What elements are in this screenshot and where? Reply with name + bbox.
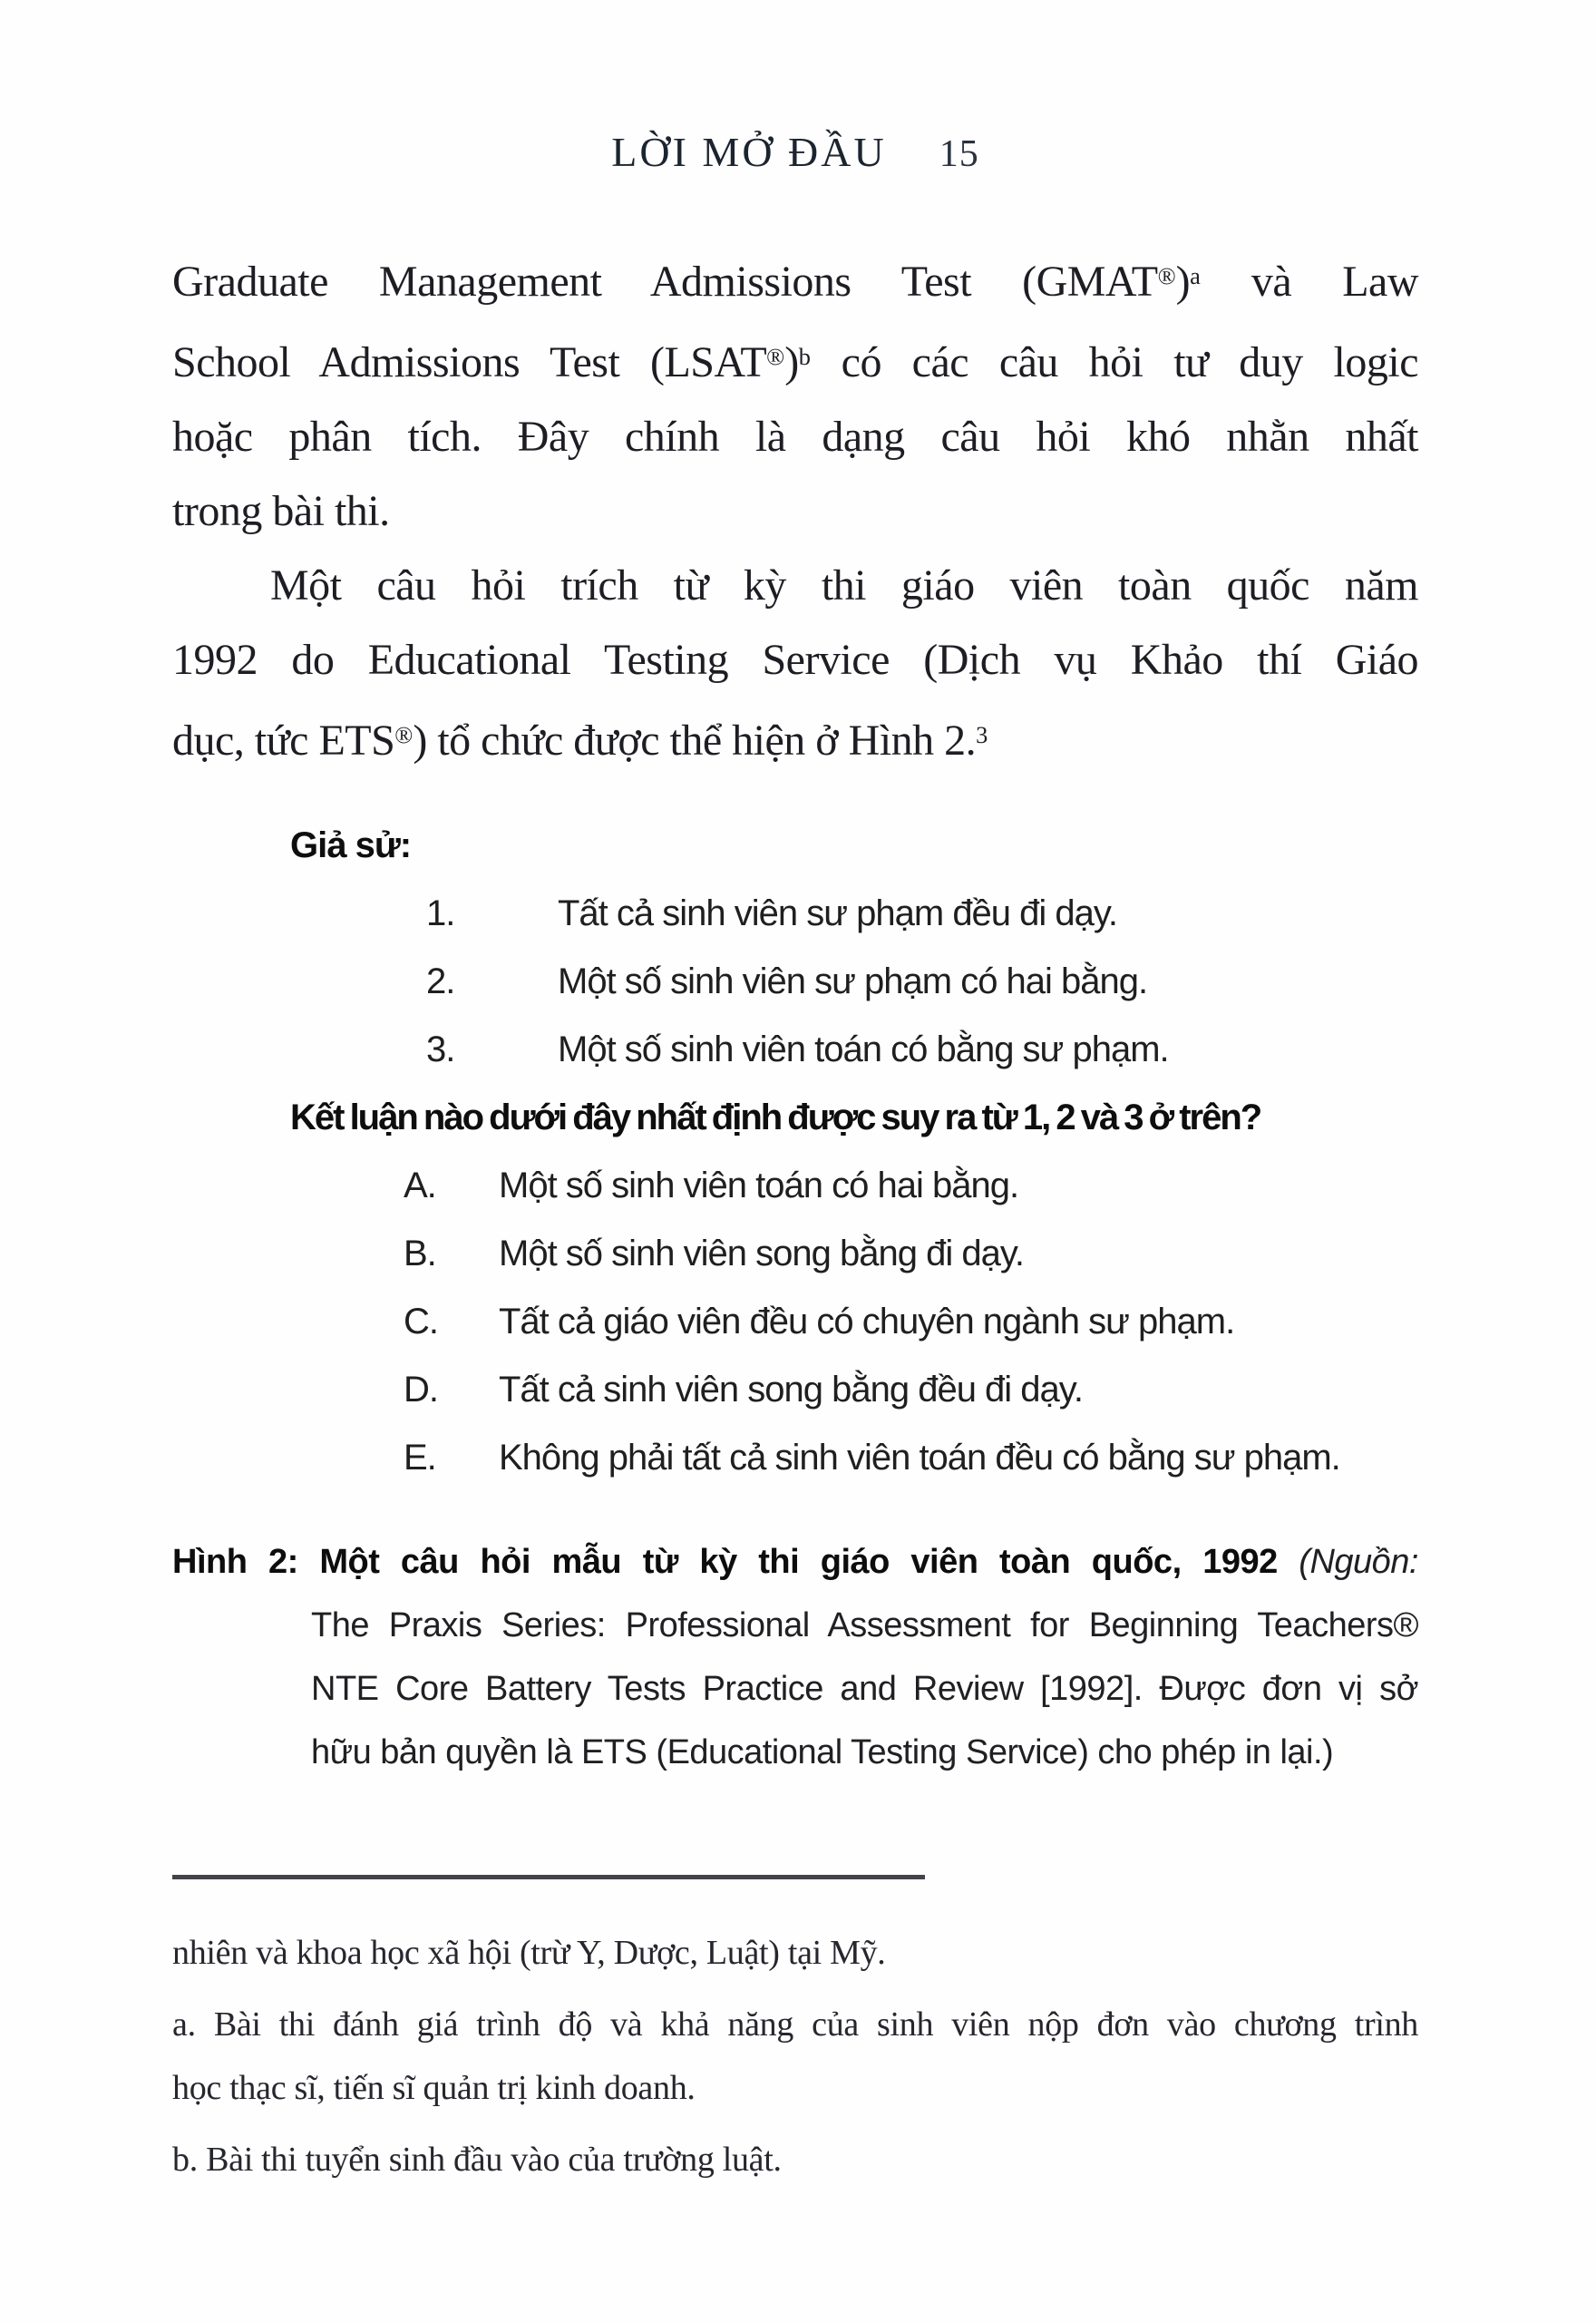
option-letter: E. [404, 1437, 436, 1478]
caption-line: The Praxis Series: Professional Assessment for Beginning Teachers® [311, 1605, 1418, 1644]
answer-option [172, 1288, 1418, 1356]
caption-line: NTE Core Battery Tests Practice and Review [1992]. Được đơn vị sở [311, 1669, 1418, 1708]
figure-caption [172, 1530, 1418, 1784]
option-letter: B. [404, 1233, 436, 1273]
paragraph-line: trong bài thi. [172, 487, 390, 536]
premise-text: Tất cả sinh viên sư phạm đều đi dạy. [558, 893, 1118, 933]
caption-line: hữu bản quyền là ETS (Educational Testing Service) cho phép in lại.) [311, 1732, 1334, 1771]
option-text: Tất cả giáo viên đều có chuyên ngành sư phạm. [499, 1301, 1235, 1341]
premise-item [172, 948, 1418, 1016]
footnote-line: b. Bài thi tuyển sinh đầu vào của trường luật. [172, 2140, 782, 2179]
paragraph-line: hoặc phân tích. Đây chính là dạng câu hỏi khó nhằn nhất [172, 413, 1418, 462]
paragraph-line: Graduate Management Admissions Test (GMAT®)$^a$ và Law [172, 258, 1418, 307]
paragraph-ets-question [172, 549, 1418, 778]
text-block [172, 0, 1418, 2200]
answer-option [172, 1424, 1418, 1492]
answer-option [172, 1220, 1418, 1288]
paragraph-gmat-lsat [172, 239, 1418, 549]
footnote-b [172, 2128, 1418, 2191]
footnote-line: nhiên và khoa học xã hội (trừ Y, Dược, Luật) tại Mỹ. [172, 1933, 886, 1972]
footnote-line: a. Bài thi đánh giá trình độ và khả năng của sinh viên nộp đơn vào chương trình [172, 2005, 1418, 2044]
option-letter: A. [404, 1165, 436, 1205]
footnote-line: học thạc sĩ, tiến sĩ quản trị kinh doanh. [172, 2068, 696, 2107]
premises-heading: Giả sử: [290, 824, 412, 865]
premise-number: 1. [426, 893, 455, 933]
option-letter: D. [404, 1369, 438, 1410]
paragraph-line: School Admissions Test (LSAT®)$^b$ có các câu hỏi tư duy logic [172, 338, 1418, 387]
footnote-continuation [172, 1921, 1418, 1985]
premise-number: 3. [426, 1029, 455, 1069]
footnote-divider [172, 1875, 925, 1879]
option-text: Một số sinh viên toán có hai bằng. [499, 1165, 1019, 1205]
option-text: Một số sinh viên song bằng đi dạy. [499, 1233, 1024, 1273]
option-text: Tất cả sinh viên song bằng đều đi dạy. [499, 1369, 1083, 1410]
footnote-a [172, 1993, 1418, 2120]
premise-number: 2. [426, 961, 455, 1001]
paragraph-line: 1992 do Educational Testing Service (Dịch vụ Khảo thí Giáo [172, 636, 1418, 685]
page-number: 15 [939, 133, 979, 175]
figure-test-question [172, 812, 1418, 1492]
answer-option [172, 1356, 1418, 1424]
premise-text: Một số sinh viên sư phạm có hai bằng. [558, 961, 1148, 1001]
premise-item [172, 880, 1418, 948]
option-letter: C. [404, 1301, 438, 1341]
paragraph-line: Một câu hỏi trích từ kỳ thi giáo viên toàn quốc năm [270, 561, 1418, 610]
footnotes [172, 1921, 1418, 2191]
chapter-title: LỜI MỞ ĐẦU [611, 129, 887, 175]
caption-line: Hình 2: Một câu hỏi mẫu từ kỳ thi giáo viên toàn quốc, 1992 (Nguồn: [172, 1542, 1418, 1581]
question-text: Kết luận nào dưới đây nhất định được suy ra từ 1, 2 và 3 ở trên? [290, 1097, 1261, 1137]
premise-text: Một số sinh viên toán có bằng sư phạm. [558, 1029, 1169, 1069]
running-head [172, 130, 1418, 175]
premise-item [172, 1016, 1418, 1084]
paragraph-line: dục, tức ETS®) tổ chức được thể hiện ở Hình 2.$^3$ [172, 717, 988, 766]
option-text: Không phải tất cả sinh viên toán đều có bằng sư phạm. [499, 1437, 1340, 1478]
answer-option [172, 1152, 1418, 1220]
